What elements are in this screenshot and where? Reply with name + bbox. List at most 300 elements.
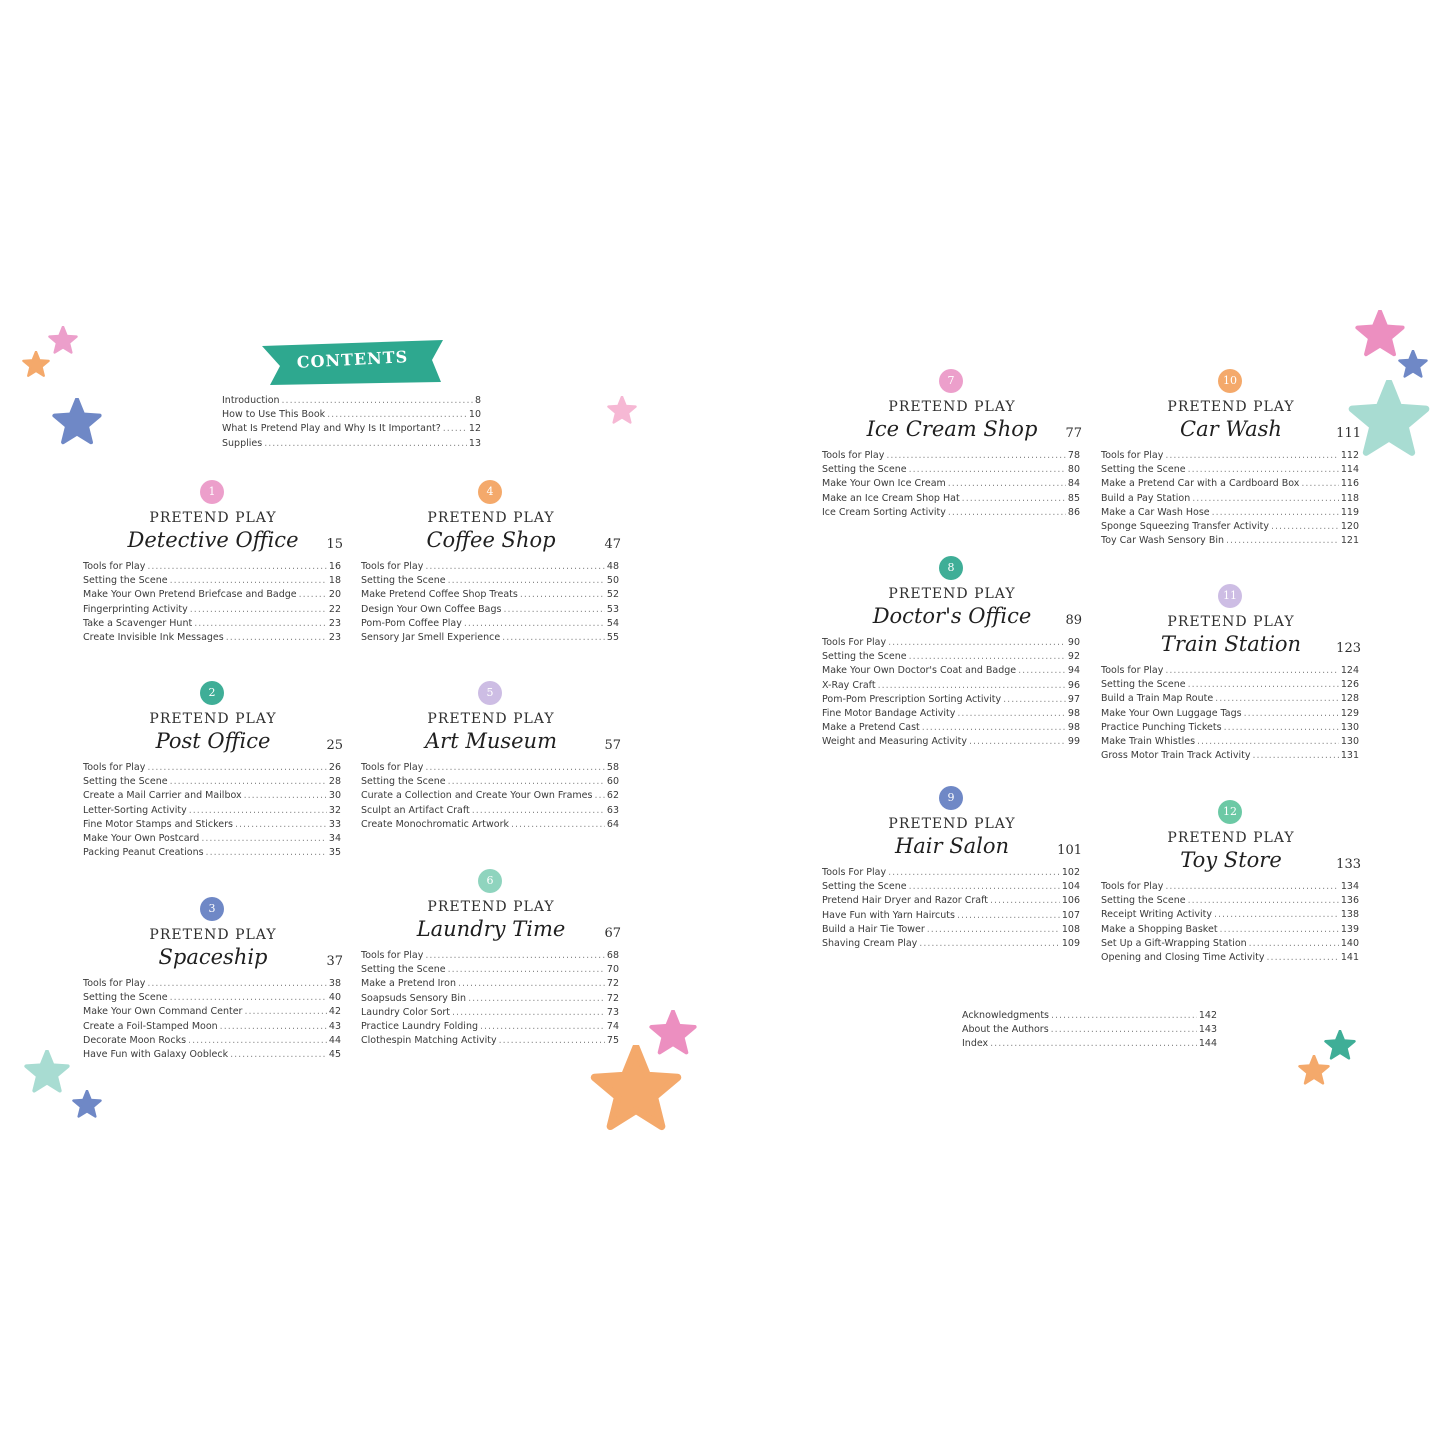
entry-title: Create a Mail Carrier and Mailbox: [83, 790, 242, 802]
dot-leader: [458, 977, 605, 991]
chapter-page-number: 123: [1336, 641, 1361, 656]
toc-entry[interactable]: [1101, 908, 1359, 922]
entry-page-number: 102: [1061, 867, 1080, 878]
chapter-page-number: 67: [604, 926, 621, 941]
chapter-kicker: PRETEND PLAY: [149, 510, 277, 526]
entry-title: Packing Peanut Creations: [83, 847, 204, 859]
entry-title: Setting the Scene: [822, 651, 907, 663]
entry-page-number: 8: [474, 395, 481, 406]
entry-title: Make Your Own Doctor's Coat and Badge: [822, 665, 1017, 677]
entry-title: Introduction: [222, 395, 280, 406]
entry-title: Make Your Own Ice Cream: [822, 478, 946, 490]
star-icon: [590, 1045, 682, 1137]
toc-entry[interactable]: [83, 977, 341, 991]
toc-entry[interactable]: [962, 1023, 1217, 1037]
entry-title: Opening and Closing Time Activity: [1101, 951, 1265, 963]
entry-page-number: 128: [1340, 693, 1359, 705]
dot-leader: [448, 574, 605, 588]
dot-leader: [220, 1020, 327, 1034]
entry-title: Gross Motor Train Track Activity: [1101, 750, 1251, 762]
toc-entry[interactable]: [361, 963, 619, 977]
entry-page-number: 34: [328, 832, 341, 844]
entry-title: Build a Pay Station: [1101, 492, 1191, 504]
toc-entry[interactable]: [361, 1006, 619, 1020]
entry-page-number: 99: [1067, 736, 1080, 748]
toc-entry[interactable]: [822, 636, 1080, 650]
entry-page-number: 96: [1067, 679, 1080, 691]
dot-leader: [147, 977, 327, 991]
chapter-number-badge: 7: [939, 369, 963, 393]
entry-title: Tools for Play: [361, 561, 424, 572]
entry-title: Sensory Jar Smell Experience: [361, 631, 501, 643]
toc-entry[interactable]: [361, 617, 619, 631]
dot-leader: [1197, 735, 1339, 749]
entry-title: Have Fun with Yarn Haircuts: [822, 909, 955, 921]
entry-page-number: 121: [1340, 535, 1359, 547]
toc-entry[interactable]: [1101, 735, 1359, 749]
toc-entry[interactable]: [822, 679, 1080, 693]
entry-page-number: 35: [328, 847, 341, 859]
entry-title: Have Fun with Galaxy Oobleck: [83, 1048, 229, 1060]
dot-leader: [244, 1005, 326, 1019]
chapter-title[interactable]: Hair Salon: [894, 834, 1010, 858]
entry-page-number: 134: [1340, 881, 1359, 892]
chapter-title[interactable]: Art Museum: [425, 729, 557, 753]
entry-title: Set Up a Gift-Wrapping Station: [1101, 937, 1247, 949]
toc-entry[interactable]: [822, 880, 1080, 894]
toc-entry[interactable]: [822, 735, 1080, 749]
entry-title: Setting the Scene: [822, 464, 907, 476]
entry-page-number: 13: [468, 437, 481, 449]
dot-leader: [594, 789, 604, 803]
toc-entry[interactable]: [361, 775, 619, 789]
entry-page-number: 97: [1067, 693, 1080, 705]
toc-entry[interactable]: [1101, 749, 1359, 763]
entry-title: Tools for Play: [83, 762, 146, 773]
dot-leader: [327, 408, 467, 422]
dot-leader: [1224, 721, 1339, 735]
dot-leader: [425, 761, 605, 775]
toc-entry[interactable]: [822, 449, 1080, 463]
toc-entry[interactable]: [822, 506, 1080, 520]
entry-title: Design Your Own Coffee Bags: [361, 603, 502, 615]
dot-leader: [503, 603, 604, 617]
entry-title: Tools For Play: [822, 637, 887, 648]
entry-page-number: 118: [1340, 492, 1359, 504]
entry-page-number: 62: [606, 790, 619, 802]
toc-entry[interactable]: [962, 1009, 1217, 1023]
toc-entry[interactable]: [83, 846, 341, 860]
entry-title: How to Use This Book: [222, 409, 326, 421]
dot-leader: [1165, 664, 1339, 678]
entry-title: Laundry Color Sort: [361, 1006, 451, 1018]
chapter-entries: [822, 449, 1080, 520]
toc-entry[interactable]: [1101, 937, 1359, 951]
star-icon: [1398, 350, 1428, 380]
entry-title: Tools for Play: [1101, 450, 1164, 461]
toc-entry[interactable]: [1101, 894, 1359, 908]
entry-title: Tools for Play: [1101, 881, 1164, 892]
toc-entry[interactable]: [83, 617, 341, 631]
dot-leader: [452, 1006, 605, 1020]
toc-entry[interactable]: [83, 631, 341, 645]
dot-leader: [299, 588, 327, 602]
entry-page-number: 33: [328, 818, 341, 830]
entry-page-number: 92: [1067, 651, 1080, 663]
toc-entry[interactable]: [83, 775, 341, 789]
entry-page-number: 38: [328, 978, 341, 989]
toc-entry[interactable]: [1101, 520, 1359, 534]
entry-page-number: 48: [606, 561, 619, 572]
toc-entry[interactable]: [83, 574, 341, 588]
chapter-entries: [83, 761, 341, 860]
dot-leader: [886, 449, 1066, 463]
dot-leader: [1271, 520, 1339, 534]
toc-entry[interactable]: [962, 1037, 1217, 1051]
dot-leader: [1301, 477, 1338, 491]
entry-title: Create a Foil-Stamped Moon: [83, 1020, 218, 1032]
chapter-kicker: PRETEND PLAY: [888, 399, 1016, 415]
toc-entry[interactable]: [822, 894, 1080, 908]
dot-leader: [425, 949, 605, 963]
dot-leader: [511, 818, 605, 832]
entry-page-number: 126: [1340, 679, 1359, 691]
entry-title: Curate a Collection and Create Your Own Frames: [361, 790, 593, 802]
entry-title: Practice Laundry Folding: [361, 1020, 478, 1032]
toc-entry[interactable]: [222, 394, 481, 408]
toc-entry[interactable]: [1101, 707, 1359, 721]
dot-leader: [282, 394, 473, 408]
toc-entry[interactable]: [361, 588, 619, 602]
entry-title: Pretend Hair Dryer and Razor Craft: [822, 895, 988, 907]
entry-page-number: 73: [606, 1006, 619, 1018]
entry-title: X-Ray Craft: [822, 679, 876, 691]
entry-page-number: 40: [328, 992, 341, 1004]
entry-page-number: 54: [606, 617, 619, 629]
toc-entry[interactable]: [83, 603, 341, 617]
entry-page-number: 53: [606, 603, 619, 615]
toc-entry[interactable]: [361, 789, 619, 803]
toc-entry[interactable]: [1101, 463, 1359, 477]
entry-page-number: 30: [328, 790, 341, 802]
chapter-entries: [361, 761, 619, 832]
entry-title: Make a Pretend Car with a Cardboard Box: [1101, 478, 1300, 490]
toc-entry[interactable]: [822, 923, 1080, 937]
entry-title: Pom-Pom Coffee Play: [361, 617, 462, 629]
toc-entry[interactable]: [361, 818, 619, 832]
entry-page-number: 106: [1061, 895, 1080, 907]
chapter-title[interactable]: Toy Store: [1180, 848, 1282, 872]
entry-title: Take a Scavenger Hunt: [83, 617, 193, 629]
entry-page-number: 42: [328, 1006, 341, 1018]
entry-title: Weight and Measuring Activity: [822, 736, 967, 748]
toc-entry[interactable]: [361, 560, 619, 574]
contents-banner: [260, 338, 445, 388]
toc-entry[interactable]: [1101, 664, 1359, 678]
entry-title: Build a Train Map Route: [1101, 693, 1214, 705]
entry-page-number: 68: [606, 950, 619, 961]
toc-entry[interactable]: [361, 804, 619, 818]
contents-title: CONTENTS: [296, 347, 409, 372]
entry-page-number: 80: [1067, 464, 1080, 476]
chapter-number-badge: 10: [1218, 369, 1242, 393]
entry-title: What Is Pretend Play and Why Is It Important?: [222, 423, 441, 435]
toc-entry[interactable]: [83, 832, 341, 846]
entry-title: Soapsuds Sensory Bin: [361, 992, 467, 1004]
entry-page-number: 131: [1340, 750, 1359, 762]
entry-page-number: 94: [1067, 665, 1080, 677]
toc-entry[interactable]: [1101, 692, 1359, 706]
dot-leader: [1267, 951, 1339, 965]
entry-title: Letter-Sorting Activity: [83, 804, 187, 816]
entry-page-number: 141: [1340, 951, 1359, 963]
entry-title: Fine Motor Bandage Activity: [822, 707, 956, 719]
toc-entry[interactable]: [361, 1020, 619, 1034]
toc-entry[interactable]: [361, 977, 619, 991]
dot-leader: [235, 818, 327, 832]
entry-title: Receipt Writing Activity: [1101, 909, 1212, 921]
entry-title: Make Your Own Pretend Briefcase and Badge: [83, 589, 297, 601]
chapter-kicker: PRETEND PLAY: [427, 510, 555, 526]
chapter-number-badge: 1: [200, 480, 224, 504]
toc-entry[interactable]: [361, 574, 619, 588]
toc-entry[interactable]: [222, 422, 481, 436]
toc-entry[interactable]: [822, 909, 1080, 923]
entry-page-number: 72: [606, 992, 619, 1004]
toc-entry[interactable]: [361, 992, 619, 1006]
dot-leader: [194, 617, 327, 631]
entry-page-number: 120: [1340, 520, 1359, 532]
toc-entry[interactable]: [822, 937, 1080, 951]
entry-page-number: 98: [1067, 722, 1080, 734]
entry-page-number: 22: [328, 603, 341, 615]
toc-entry[interactable]: [83, 560, 341, 574]
star-icon: [24, 1050, 70, 1096]
chapter-page-number: 77: [1065, 426, 1082, 441]
toc-entry[interactable]: [83, 588, 341, 602]
dot-leader: [244, 789, 327, 803]
chapter-page-number: 47: [604, 537, 621, 552]
toc-entry[interactable]: [822, 650, 1080, 664]
toc-entry[interactable]: [222, 408, 481, 422]
dot-leader: [888, 866, 1060, 880]
chapter-kicker: PRETEND PLAY: [149, 711, 277, 727]
toc-entry[interactable]: [83, 1048, 341, 1062]
chapter-number-badge: 2: [200, 681, 224, 705]
entry-title: Tools for Play: [361, 762, 424, 773]
dot-leader: [990, 894, 1060, 908]
dot-leader: [170, 574, 327, 588]
chapter-kicker: PRETEND PLAY: [1167, 614, 1295, 630]
entry-page-number: 60: [606, 776, 619, 788]
toc-entry[interactable]: [1101, 477, 1359, 491]
toc-entry[interactable]: [1101, 492, 1359, 506]
chapter-title[interactable]: Doctor's Office: [872, 604, 1032, 628]
chapter-number-badge: 3: [200, 897, 224, 921]
entry-page-number: 142: [1198, 1010, 1217, 1021]
chapter-title[interactable]: Ice Cream Shop: [866, 417, 1038, 441]
chapter-title[interactable]: Train Station: [1160, 632, 1302, 656]
entry-title: Supplies: [222, 437, 263, 449]
entry-page-number: 23: [328, 631, 341, 643]
toc-entry[interactable]: [822, 664, 1080, 678]
entry-page-number: 63: [606, 804, 619, 816]
toc-entry[interactable]: [1101, 449, 1359, 463]
dot-leader: [201, 832, 327, 846]
entry-title: About the Authors: [962, 1024, 1049, 1036]
dot-leader: [909, 880, 1060, 894]
toc-entry[interactable]: [361, 631, 619, 645]
dot-leader: [922, 721, 1066, 735]
dot-leader: [1192, 492, 1339, 506]
toc-entry[interactable]: [822, 477, 1080, 491]
entry-page-number: 116: [1340, 478, 1359, 490]
entry-title: Acknowledgments: [962, 1010, 1049, 1021]
chapter-title[interactable]: Detective Office: [127, 528, 299, 552]
toc-entry[interactable]: [83, 1005, 341, 1019]
entry-title: Fine Motor Stamps and Stickers: [83, 818, 233, 830]
chapter-kicker: PRETEND PLAY: [1167, 399, 1295, 415]
entry-page-number: 86: [1067, 506, 1080, 518]
toc-entry[interactable]: [83, 1020, 341, 1034]
chapter-title[interactable]: Car Wash: [1180, 417, 1282, 441]
dot-leader: [1244, 707, 1339, 721]
toc-entry[interactable]: [361, 949, 619, 963]
toc-entry[interactable]: [822, 693, 1080, 707]
chapter-title[interactable]: Coffee Shop: [426, 528, 556, 552]
chapter-title[interactable]: Spaceship: [158, 945, 268, 969]
entry-title: Make a Car Wash Hose: [1101, 506, 1210, 518]
entry-title: Tools for Play: [822, 450, 885, 461]
entry-title: Tools for Play: [83, 561, 146, 572]
chapter-kicker: PRETEND PLAY: [888, 816, 1016, 832]
entry-page-number: 74: [606, 1020, 619, 1032]
dot-leader: [909, 650, 1066, 664]
star-icon: [607, 396, 637, 426]
entry-title: Setting the Scene: [1101, 895, 1186, 907]
chapter-entries: [361, 560, 619, 645]
toc-entry[interactable]: [822, 707, 1080, 721]
entry-page-number: 78: [1067, 450, 1080, 461]
entry-page-number: 108: [1061, 923, 1080, 935]
chapter-page-number: 57: [604, 738, 621, 753]
entry-page-number: 16: [328, 561, 341, 572]
entry-page-number: 140: [1340, 937, 1359, 949]
dot-leader: [1249, 937, 1339, 951]
entry-page-number: 32: [328, 804, 341, 816]
chapter-entries: [1101, 664, 1359, 763]
toc-entry[interactable]: [361, 603, 619, 617]
toc-entry[interactable]: [83, 789, 341, 803]
dot-leader: [1165, 880, 1339, 894]
dot-leader: [190, 603, 327, 617]
entry-page-number: 130: [1340, 721, 1359, 733]
toc-entry[interactable]: [1101, 506, 1359, 520]
entry-page-number: 107: [1061, 909, 1080, 921]
dot-leader: [188, 1034, 327, 1048]
toc-entry[interactable]: [1101, 678, 1359, 692]
star-icon: [22, 351, 50, 379]
entry-page-number: 109: [1061, 937, 1080, 949]
toc-entry[interactable]: [822, 866, 1080, 880]
entry-page-number: 119: [1340, 506, 1359, 518]
toc-entry[interactable]: [83, 818, 341, 832]
chapter-entries: [1101, 880, 1359, 965]
toc-entry[interactable]: [1101, 951, 1359, 965]
toc-entry[interactable]: [822, 721, 1080, 735]
entry-title: Make Your Own Command Center: [83, 1006, 243, 1018]
dot-leader: [1212, 506, 1339, 520]
star-icon: [48, 326, 78, 356]
dot-leader: [948, 506, 1066, 520]
dot-leader: [472, 804, 605, 818]
entry-page-number: 28: [328, 776, 341, 788]
chapter-page-number: 25: [326, 738, 343, 753]
chapter-entries: [822, 866, 1080, 951]
toc-entry[interactable]: [83, 1034, 341, 1048]
chapter-number-badge: 8: [939, 556, 963, 580]
chapter-page-number: 89: [1065, 613, 1082, 628]
entry-page-number: 55: [606, 631, 619, 643]
entry-page-number: 44: [328, 1034, 341, 1046]
toc-entry[interactable]: [361, 761, 619, 775]
entry-title: Setting the Scene: [1101, 679, 1186, 691]
dot-leader: [206, 846, 327, 860]
entry-title: Build a Hair Tie Tower: [822, 923, 925, 935]
entry-page-number: 50: [606, 575, 619, 587]
chapter-title[interactable]: Post Office: [155, 729, 271, 753]
dot-leader: [927, 923, 1060, 937]
entry-title: Setting the Scene: [822, 881, 907, 893]
dot-leader: [1188, 678, 1339, 692]
entry-title: Make Train Whistles: [1101, 735, 1196, 747]
entry-title: Make a Pretend Iron: [361, 978, 456, 990]
entry-page-number: 98: [1067, 707, 1080, 719]
entry-page-number: 143: [1198, 1024, 1217, 1036]
star-icon: [1298, 1055, 1330, 1087]
chapter-title[interactable]: Laundry Time: [416, 917, 566, 941]
toc-entry[interactable]: [83, 804, 341, 818]
dot-leader: [499, 1034, 605, 1048]
toc-entry[interactable]: [83, 991, 341, 1005]
dot-leader: [520, 588, 605, 602]
toc-entry[interactable]: [822, 463, 1080, 477]
dot-leader: [1226, 534, 1339, 548]
intro-list: [222, 394, 481, 451]
entry-title: Make Your Own Luggage Tags: [1101, 707, 1242, 719]
toc-entry[interactable]: [822, 492, 1080, 506]
toc-entry[interactable]: [1101, 880, 1359, 894]
dot-leader: [1188, 463, 1339, 477]
star-icon: [52, 398, 102, 448]
toc-entry[interactable]: [1101, 534, 1359, 548]
chapter-number-badge: 5: [478, 681, 502, 705]
toc-entry[interactable]: [222, 437, 481, 451]
dot-leader: [480, 1020, 605, 1034]
toc-entry[interactable]: [1101, 721, 1359, 735]
dot-leader: [1003, 693, 1066, 707]
entry-page-number: 138: [1340, 909, 1359, 921]
dot-leader: [464, 617, 605, 631]
entry-title: Make Pretend Coffee Shop Treats: [361, 589, 518, 601]
dot-leader: [170, 775, 327, 789]
toc-entry[interactable]: [83, 761, 341, 775]
toc-entry[interactable]: [361, 1034, 619, 1048]
entry-title: Setting the Scene: [361, 964, 446, 976]
dot-leader: [147, 560, 327, 574]
entry-title: Practice Punching Tickets: [1101, 721, 1222, 733]
toc-entry[interactable]: [1101, 923, 1359, 937]
